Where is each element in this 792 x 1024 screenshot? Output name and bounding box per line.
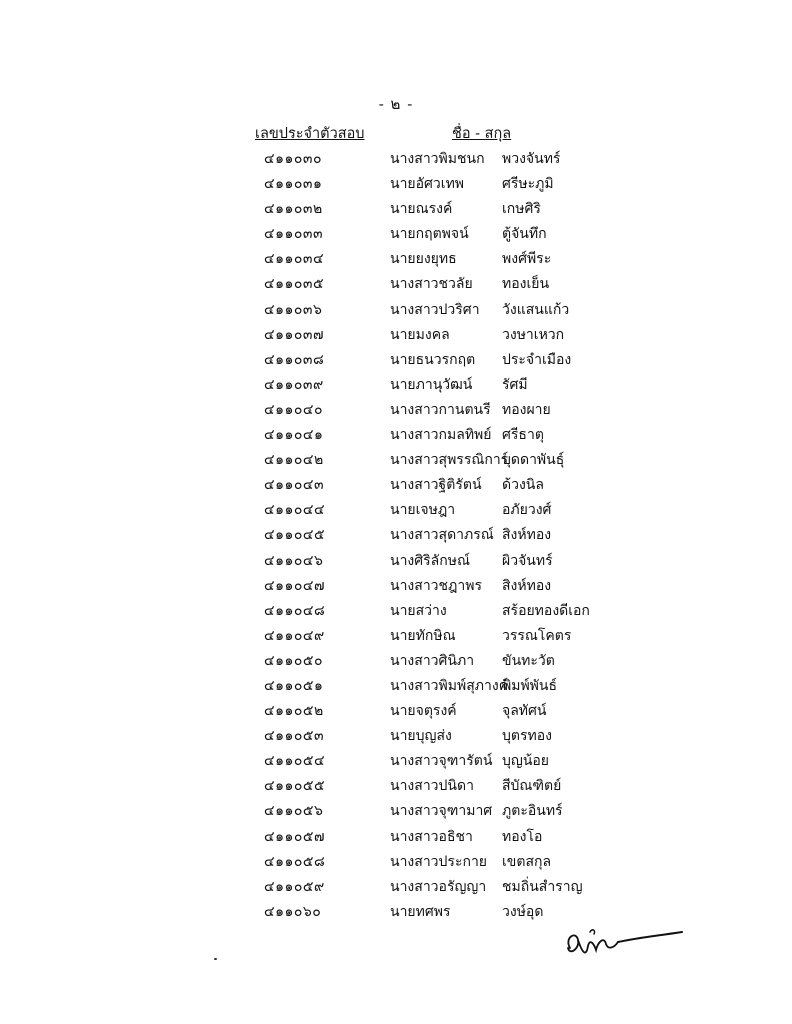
last-name: สิงห์ทอง (502, 577, 552, 594)
first-name: นางสาวกมลทิพย์ (390, 427, 492, 444)
list-item (0, 625, 792, 650)
first-name: นายจตุรงค์ (390, 703, 457, 720)
list-item (0, 826, 792, 851)
exam-id: ๔๑๑๐๓๗ (264, 326, 325, 343)
last-name: วงษาเหวก (502, 326, 565, 343)
column-header-exam-id: เลขประจำตัวสอบ (255, 126, 365, 142)
list-item (0, 349, 792, 374)
exam-id: ๔๑๑๐๔๔ (264, 502, 326, 519)
last-name: วรรณโคตร (502, 627, 572, 644)
first-name: นางสาวสุพรรณิการ์ (390, 452, 509, 469)
last-name: พิมพ์พันธ์ (502, 677, 558, 694)
list-item (0, 273, 792, 298)
stray-mark (214, 958, 217, 960)
exam-id: ๔๑๑๐๔๑ (264, 427, 324, 444)
first-name: นายภานุวัฒน์ (390, 376, 473, 393)
exam-id: ๔๑๑๐๓๖ (264, 301, 323, 318)
exam-id: ๔๑๑๐๔๓ (264, 477, 325, 494)
exam-id: ๔๑๑๐๔๐ (264, 401, 324, 418)
list-item (0, 499, 792, 524)
list-item (0, 424, 792, 449)
list-item (0, 399, 792, 424)
exam-id: ๔๑๑๐๕๒ (264, 703, 324, 720)
first-name: นางสาวพิมชนก (390, 151, 485, 167)
last-name: ศรีษะภูมิ (502, 176, 554, 193)
list-item (0, 876, 792, 901)
last-name: ทองโอ (502, 828, 543, 845)
list-item (0, 524, 792, 549)
exam-id: ๔๑๑๐๔๕ (264, 527, 326, 544)
last-name: พวงจันทร์ (502, 151, 561, 167)
first-name: นางสาวปนิดา (390, 778, 474, 795)
list-item (0, 148, 792, 173)
exam-id: ๔๑๑๐๓๐ (264, 151, 323, 167)
last-name: บุตรทอง (502, 728, 552, 745)
exam-id: ๔๑๑๐๕๔ (264, 753, 326, 770)
first-name: นางสาวศินิภา (390, 652, 475, 669)
last-name: บุดดาพันธุ์ (502, 452, 565, 469)
exam-id: ๔๑๑๐๓๕ (264, 276, 325, 293)
list-item (0, 725, 792, 750)
last-name: ผิวจันทร์ (502, 552, 553, 569)
exam-id: ๔๑๑๐๖๐ (264, 903, 322, 920)
exam-id: ๔๑๑๐๕๙ (264, 878, 325, 895)
list-item (0, 223, 792, 248)
first-name: นางสาวอธิชา (390, 828, 473, 845)
last-name: ทองเย็น (502, 276, 550, 293)
first-name: นางสาวกานตนรี (390, 401, 491, 418)
exam-id: ๔๑๑๐๕๐ (264, 652, 324, 669)
list-item (0, 324, 792, 349)
last-name: เขตสกุล (502, 853, 552, 870)
first-name: นายทศพร (390, 903, 451, 920)
first-name: นายธนวรกฤต (390, 351, 476, 368)
first-name: นางสาวปวริศา (390, 301, 480, 318)
first-name: นางสาวจุฑารัตน์ (390, 753, 493, 770)
first-name: นายยงยุทธ (390, 251, 457, 268)
list-item (0, 851, 792, 876)
exam-id: ๔๑๑๐๕๘ (264, 853, 326, 870)
last-name: วังแสนแก้ว (502, 301, 570, 318)
last-name: วงษ์อุด (502, 903, 544, 920)
first-name: นายทักษิณ (390, 627, 456, 644)
first-name: นางสาวประกาย (390, 853, 488, 870)
exam-id: ๔๑๑๐๔๗ (264, 577, 326, 594)
last-name: สีบัณฑิตย์ (502, 778, 562, 795)
list-item (0, 775, 792, 800)
list-item (0, 675, 792, 700)
first-name: นางสาวอรัญญา (390, 878, 487, 895)
first-name: นางสาวพิมพ์สุภางค์ (390, 677, 509, 694)
last-name: ชมถิ่นสำราญ (502, 878, 583, 895)
exam-id: ๔๑๑๐๕๗ (264, 828, 326, 845)
first-name: นายณรงค์ (390, 201, 453, 218)
list-item (0, 449, 792, 474)
first-name: นายเจษฎา (390, 502, 456, 519)
last-name: ด้วงนิล (502, 477, 544, 494)
last-name: รัศมี (502, 376, 528, 393)
last-name: เกษศิริ (502, 201, 541, 218)
last-name: จุลทัศน์ (502, 703, 547, 720)
list-item (0, 374, 792, 399)
exam-id: ๔๑๑๐๕๓ (264, 728, 325, 745)
list-item (0, 248, 792, 273)
exam-id: ๔๑๑๐๔๘ (264, 602, 326, 619)
first-name: นายกฤตพจน์ (390, 226, 469, 243)
list-item (0, 299, 792, 324)
list-item (0, 198, 792, 223)
list-item (0, 750, 792, 775)
exam-id: ๔๑๑๐๓๓ (264, 226, 324, 243)
first-name: นายสว่าง (390, 602, 447, 619)
page-number: - ๒ - (378, 95, 414, 113)
first-name: นางสาวชวลัย (390, 276, 473, 293)
exam-id: ๔๑๑๐๔๙ (264, 627, 325, 644)
last-name: ศรีธาตุ (502, 427, 544, 444)
first-name: นายบุญส่ง (390, 728, 452, 745)
last-name: สิงห์ทอง (502, 527, 552, 544)
exam-id: ๔๑๑๐๓๔ (264, 251, 325, 268)
list-item (0, 650, 792, 675)
table-header (0, 122, 792, 144)
list-item (0, 173, 792, 198)
exam-id: ๔๑๑๐๓๙ (264, 376, 324, 393)
last-name: บุญน้อย (502, 753, 549, 770)
last-name: ประจำเมือง (502, 351, 572, 368)
candidate-list (0, 148, 792, 926)
exam-id: ๔๑๑๐๓๒ (264, 201, 323, 218)
first-name: นายอัศวเทพ (390, 176, 465, 193)
last-name: ภูตะอินทร์ (502, 803, 563, 820)
list-item (0, 600, 792, 625)
list-item (0, 575, 792, 600)
column-header-name: ชื่อ - สกุล (452, 126, 512, 142)
last-name: ตู้จันทึก (502, 226, 547, 243)
exam-id: ๔๑๑๐๓๑ (264, 176, 323, 193)
list-item (0, 800, 792, 825)
last-name: ขันทะวัต (502, 652, 555, 669)
first-name: นางสาวสุดาภรณ์ (390, 527, 494, 544)
exam-id: ๔๑๑๐๕๑ (264, 677, 324, 694)
list-item (0, 550, 792, 575)
list-item (0, 700, 792, 725)
last-name: พงศ์พีระ (502, 251, 552, 268)
first-name: นางสาวชฎาพร (390, 577, 483, 594)
first-name: นางสาวฐิติรัตน์ (390, 477, 482, 494)
exam-id: ๔๑๑๐๕๖ (264, 803, 324, 820)
first-name: นายมงคล (390, 326, 450, 343)
exam-id: ๔๑๑๐๔๖ (264, 552, 324, 569)
first-name: นางศิริลักษณ์ (390, 552, 470, 569)
exam-id: ๔๑๑๐๓๘ (264, 351, 325, 368)
last-name: อภัยวงศ์ (502, 502, 552, 519)
signature-mark (556, 918, 686, 966)
first-name: นางสาวจุฑามาศ (390, 803, 493, 820)
last-name: สร้อยทองดีเอก (502, 602, 590, 619)
exam-id: ๔๑๑๐๔๒ (264, 452, 324, 469)
list-item (0, 474, 792, 499)
last-name: ทองผาย (502, 401, 551, 418)
exam-id: ๔๑๑๐๕๕ (264, 778, 326, 795)
